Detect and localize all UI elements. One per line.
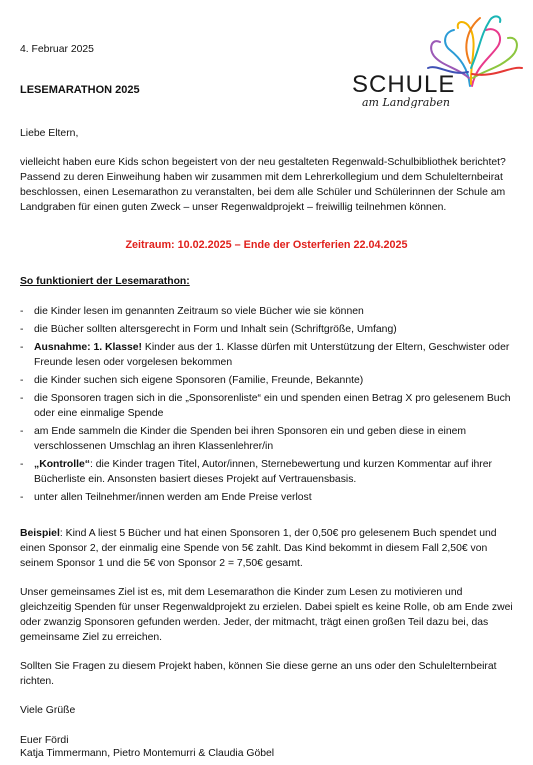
rule-text: unter allen Teilnehmer/innen werden am Ende Preise verlost [34,492,312,503]
rules-list [20,304,520,508]
rule-text: die Bücher sollten altersgerecht in Form und Inhalt sein (Schriftgröße, Umfang) [34,324,397,335]
bullet-dash: - [20,324,24,335]
bullet-dash: - [20,492,24,503]
bullet-dash: - [20,342,24,353]
logo-subtext: am Landgraben [362,96,450,108]
bullet-dash: - [20,459,24,470]
rule-text: die Kinder suchen sich eigene Sponsoren (Familie, Freunde, Bekannte) [34,375,364,386]
rule-item [20,304,520,319]
rule-text: am Ende sammeln die Kinder die Spenden bei ihren Sponsoren ein und geben diese in einem verschlossenen Umschlag an ihren Klassenlehrer/in [34,426,467,452]
closing-regards: Viele Grüße [20,705,76,716]
rule-item [20,424,520,454]
bullet-dash: - [20,393,24,404]
rule-bold: Ausnahme: 1. Klasse! [34,342,142,353]
questions-paragraph: Sollten Sie Fragen zu diesem Projekt haben, können Sie diese gerne an uns oder den Schulelternbeirat richten. [20,661,497,687]
school-logo [330,8,530,108]
howto-heading: So funktioniert der Lesemarathon: [20,276,190,287]
rule-item [20,340,520,370]
goal-paragraph: Unser gemeinsames Ziel ist es, mit dem Lesemarathon die Kinder zum Lesen zu motivieren und gleichzeitig Spenden für unser Regenwaldprojekt zu erzielen. Dabei spielt es keine Rolle, ob am Ende zwei oder zwanzig Sponsoren gefunden werden. Jeder, der mitmacht, trägt einen großen Teil dazu bei, das gemeinsame Ziel zu erreichen. [20,587,513,643]
rule-item [20,391,520,421]
school-logo-graphic [330,8,530,108]
rule-text: : die Kinder tragen Titel, Autor/innen, Sternebewertung und kurzen Kommentar auf ihrer Bücherliste ein. Ansonsten basiert dieses Projekt auf Vertrauensbasis. [34,459,493,485]
example-paragraph [20,526,515,571]
rule-bold: „Kontrolle“ [34,459,90,470]
rule-item [20,322,520,337]
signature-line-2: Katja Timmermann, Pietro Montemurri & Claudia Göbel [20,748,275,759]
rule-item [20,490,520,505]
example-label: Beispiel [20,528,60,539]
bullet-dash: - [20,306,24,317]
rule-text: die Sponsoren tragen sich in die „Sponsorenliste“ ein und spenden einen Betrag X pro gelesenem Buch oder eine einmalige Spende [34,393,511,419]
letter-title: LESEMARATHON 2025 [20,84,140,96]
letter-date: 4. Februar 2025 [20,44,94,55]
period-line: Zeitraum: 10.02.2025 – Ende der Osterferien 22.04.2025 [125,239,408,251]
rule-text: die Kinder lesen im genannten Zeitraum so viele Bücher wie sie können [34,306,364,317]
rule-item [20,457,520,487]
rule-text: Kinder aus der 1. Klasse dürfen mit Unterstützung der Eltern, Geschwister oder Freunde lesen oder vorgelesen bekommen [34,342,510,368]
signature-line-1: Euer Fördi [20,735,69,746]
bullet-dash: - [20,426,24,437]
bullet-dash: - [20,375,24,386]
intro-paragraph: vielleicht haben eure Kids schon begeistert von der neu gestalteten Regenwald-Schulbibliothek berichtet? Passend zu deren Einweihung haben wir zusammen mit dem Lehrerkollegium und dem Schulelternbeirat beschlossen, einen Lesemarathon zu veranstalten, bei dem alle Schüler und Schülerinnen der Schule am Landgraben für einen guten Zweck – unser Regenwaldprojekt – freiwillig teilnehmen können. [20,157,506,213]
logo-school-text: SCHULE [352,71,456,98]
greeting: Liebe Eltern, [20,128,79,139]
example-text: : Kind A liest 5 Bücher und hat einen Sponsoren 1, der 0,50€ pro gelesenem Buch spendet und einen Sponsor 2, der einmalig eine Spende von 5€ zahlt. Das Kind bekommt in diesem Fall 2,50€ von seinem Sponsor 1 und die 5€ von Sponsor 2 = 7,50€ gesamt. [20,528,497,569]
rule-item [20,373,520,388]
